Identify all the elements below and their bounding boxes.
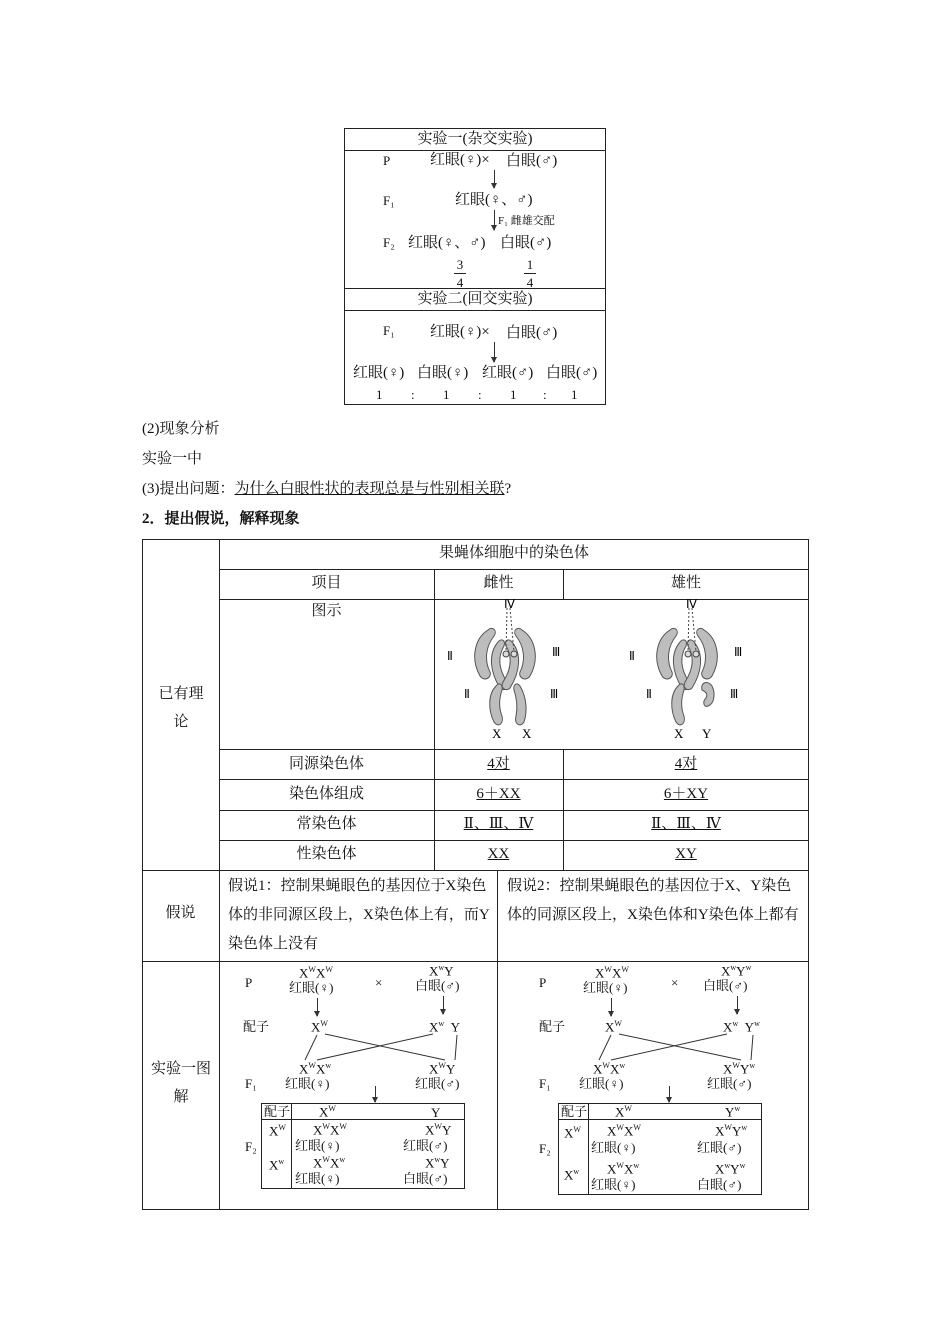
gamete-label: 配子 (539, 1019, 566, 1034)
gamete-female: $X^W$ (605, 1019, 622, 1035)
group-existing-theory: 已有理论 (158, 686, 204, 730)
f1-female-pheno: 红眼(♀) (579, 1076, 624, 1091)
f2-label: F₂ (245, 1139, 257, 1154)
experiment-figure (344, 128, 606, 405)
punnett-col-1: $X^W$ (615, 1104, 632, 1120)
hypothesis-1: 假说1：控制果蝇眼色的基因位于X染色体的非同源区段上，X染色体上有，而Y染色体上没有 (228, 878, 490, 952)
table-header: 果蝇体细胞中的染色体 (438, 545, 589, 561)
cell-male-homologous: 4对 (674, 756, 698, 772)
exp1-f2-red: 红眼(♀、♂) (408, 235, 486, 251)
f1-male-pheno: 红眼(♂) (707, 1076, 752, 1091)
cell-female-homologous: 4对 (487, 756, 510, 772)
question-suffix: ? (504, 481, 512, 497)
line-exp1: 实验一中 (142, 451, 203, 467)
svg-text:Ⅱ: Ⅱ (646, 687, 652, 701)
question-prefix: (3)提出问题： (142, 481, 235, 497)
exp1-frac-red: 3 4 (454, 258, 466, 289)
cell-male-composition: 6＋XY (663, 786, 709, 802)
cell-female-sex-chrom: XX (487, 846, 510, 862)
exp1-p-male: 白眼(♂) (506, 153, 558, 169)
exp2-off-3: 红眼(♂) (482, 365, 534, 381)
exp1-title: 实验一(杂交实验) (417, 131, 533, 147)
col-female: 雌性 (483, 575, 514, 591)
line-phenomenon: (2)现象分析 (142, 421, 220, 437)
f1-female-pheno: 红眼(♀) (285, 1076, 330, 1091)
svg-text:Y: Y (702, 726, 712, 741)
svg-text:Ⅱ: Ⅱ (447, 649, 453, 663)
exp2-male: 白眼(♂) (506, 325, 558, 341)
exp1-f2-white: 白眼(♂) (500, 235, 552, 251)
question-text: 为什么白眼性状的表现总是与性别相关联 (234, 481, 505, 497)
row-figure: 图示 (311, 603, 342, 619)
f2-label: F₂ (539, 1141, 551, 1156)
punnett-row-2: $X^w$ (269, 1157, 285, 1173)
male-chromosome-diagram (622, 598, 752, 744)
experiment-diagram-label: 实验一图解 (150, 1061, 211, 1105)
svg-text:Ⅲ: Ⅲ (552, 645, 561, 659)
cell-1-2-pheno: 红眼(♂) (403, 1138, 448, 1153)
col-item: 项目 (311, 575, 342, 591)
gamete-male: $X^w$ $Y^w$ (723, 1019, 760, 1035)
svg-text:Ⅱ: Ⅱ (464, 687, 470, 701)
ratio-3: 1 (510, 387, 517, 402)
cross-diagram-1 (219, 962, 497, 1208)
exp1-frac-white: 1 4 (524, 258, 536, 289)
cell-2-2-pheno: 白眼(♂) (697, 1177, 742, 1192)
exp2-title: 实验二(回交实验) (417, 291, 533, 307)
p-female-pheno: 红眼(♀) (583, 980, 628, 995)
gamete-label: 配子 (243, 1019, 270, 1034)
p-female-pheno: 红眼(♀) (289, 980, 334, 995)
svg-text:Ⅱ: Ⅱ (629, 649, 635, 663)
col-male: 雄性 (670, 575, 701, 591)
p-male-pheno: 白眼(♂) (703, 978, 748, 993)
exp1-f1-label: F₁ (383, 193, 395, 208)
cross-symbol: × (375, 975, 383, 990)
ratio-sep: : (411, 387, 415, 402)
cell-1-1-pheno: 红眼(♀) (295, 1138, 340, 1153)
cell-2-2-pheno: 白眼(♂) (403, 1171, 448, 1186)
row-label-autosome: 常染色体 (296, 816, 357, 832)
f1-label: F₁ (245, 1076, 257, 1091)
f1-female-genotype: $X^WX^w$ (593, 1061, 626, 1077)
arrow-down-icon (494, 342, 495, 362)
hypothesis-label: 假说 (165, 905, 196, 921)
cell-1-2: $X^WY^w$ (715, 1123, 748, 1139)
svg-text:Ⅲ: Ⅲ (550, 687, 559, 701)
exp2-off-1: 红眼(♀) (353, 365, 405, 381)
gamete-female: $X^W$ (311, 1019, 328, 1035)
cell-1-2-pheno: 红眼(♂) (697, 1140, 742, 1155)
cell-male-autosome: Ⅱ、Ⅲ、Ⅳ (651, 816, 721, 832)
p-female-genotype: $X^WX^W$ (595, 965, 629, 981)
hypothesis-2: 假说2：控制果蝇眼色的基因位于X、Y染色体的同源区段上，X染色体和Y染色体上都有 (507, 878, 799, 923)
arrow-down-icon (494, 170, 495, 188)
p-female-genotype: $X^WX^W$ (299, 965, 333, 981)
gamete-male: $X^w$ Y (429, 1019, 461, 1035)
row-label-composition: 染色体组成 (288, 786, 364, 802)
cell-female-composition: 6＋XX (476, 786, 521, 802)
exp1-f2-label: F₂ (383, 235, 395, 250)
ratio-sep: : (478, 387, 482, 402)
p-label: P (245, 975, 253, 990)
ratio-4: 1 (571, 387, 578, 402)
line-question (142, 482, 511, 497)
punnett-row-2: $X^w$ (564, 1167, 580, 1183)
svg-text:Ⅲ: Ⅲ (730, 687, 739, 701)
punnett-row-1: $X^W$ (564, 1125, 581, 1141)
cell-2-2: $X^wY$ (425, 1155, 450, 1171)
ratio-1: 1 (376, 387, 383, 402)
svg-text:X: X (522, 726, 532, 741)
p-male-genotype: $X^wY$ (429, 963, 454, 979)
female-chromosome-diagram (440, 598, 570, 744)
ratio-sep: : (543, 387, 547, 402)
cell-2-1: $X^WX^w$ (313, 1155, 346, 1171)
exp1-f1-pheno: 红眼(♀、♂) (455, 192, 533, 208)
cell-2-1-pheno: 红眼(♀) (295, 1171, 340, 1186)
cell-female-autosome: Ⅱ、Ⅲ、Ⅳ (463, 816, 534, 832)
f1-label: F₁ (539, 1076, 551, 1091)
cross-symbol: × (671, 975, 679, 990)
svg-text:Ⅳ: Ⅳ (686, 598, 698, 611)
f1-male-pheno: 红眼(♂) (415, 1076, 460, 1091)
svg-text:X: X (492, 726, 502, 741)
exp2-off-2: 白眼(♀) (417, 365, 469, 381)
punnett-header: 配子 (561, 1104, 588, 1119)
f1-female-genotype: $X^WX^w$ (299, 1061, 332, 1077)
cell-2-1-pheno: 红眼(♀) (591, 1177, 636, 1192)
row-label-homologous: 同源染色体 (288, 756, 364, 772)
p-label: P (539, 975, 547, 990)
cell-male-sex-chrom: XY (675, 846, 697, 862)
p-male-pheno: 白眼(♂) (415, 978, 460, 993)
ratio-2: 1 (443, 387, 450, 402)
punnett-col-2: $Y^w$ (725, 1104, 741, 1120)
arrow-down-icon (494, 210, 495, 230)
cross-diagram-2 (497, 962, 809, 1208)
exp1-p-label: P (383, 153, 391, 168)
section-heading: 2．提出假说，解释现象 (142, 511, 300, 527)
cell-1-1: $X^WX^W$ (607, 1123, 641, 1139)
exp2-f1-label: F₁ (383, 323, 395, 338)
exp1-f1-cross: F₁ 雌雄交配 (498, 215, 555, 227)
f1-male-genotype: $X^WY$ (429, 1061, 456, 1077)
exp1-p-female: 红眼(♀)× (430, 152, 490, 168)
f1-male-genotype: $X^WY^w$ (723, 1061, 756, 1077)
cell-2-2: $X^wY^w$ (715, 1161, 746, 1177)
row-label-sex-chrom: 性染色体 (296, 846, 357, 862)
cell-2-1: $X^WX^w$ (607, 1161, 640, 1177)
punnett-row-1: $X^W$ (269, 1123, 286, 1139)
punnett-header: 配子 (264, 1104, 291, 1119)
cell-1-1: $X^WX^W$ (313, 1122, 347, 1138)
exp2-female: 红眼(♀)× (430, 324, 490, 340)
gamete-lines (497, 962, 809, 1082)
punnett-col-2: Y (431, 1105, 441, 1120)
svg-text:X: X (674, 726, 684, 741)
svg-text:Ⅲ: Ⅲ (734, 645, 743, 659)
label-iv: Ⅳ (504, 598, 516, 611)
p-male-genotype: $X^wY^w$ (721, 963, 752, 979)
punnett-col-1: $X^W$ (319, 1104, 336, 1120)
cell-1-1-pheno: 红眼(♀) (591, 1140, 636, 1155)
cell-1-2: $X^WY$ (425, 1122, 452, 1138)
exp2-off-4: 白眼(♂) (546, 365, 598, 381)
